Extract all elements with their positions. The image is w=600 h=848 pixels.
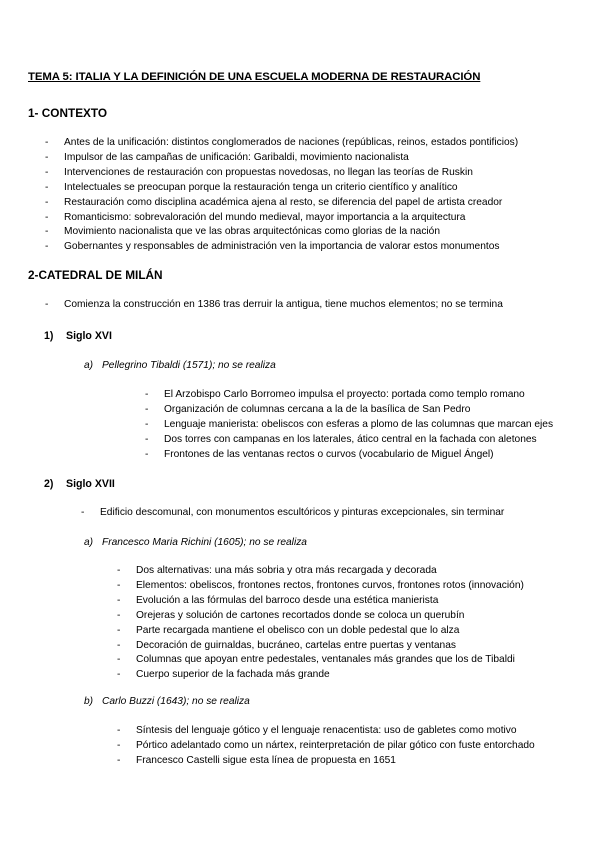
list-item: - Síntesis del lenguaje gótico y el lenguaje renacentista: uso de gabletes como motivo [136,724,535,739]
siglo-xvii-list [81,506,505,521]
heading-text: Pellegrino Tibaldi (1571); no se realiza [102,360,276,371]
contexto-list [45,136,519,255]
document-title: TEMA 5: ITALIA Y LA DEFINICIÓN DE UNA ESCUELA MODERNA DE RESTAURACIÓN [28,71,481,83]
heading-contexto: 1- CONTEXTO [28,106,108,120]
list-item: - Decoración de guirnaldas, bucráneo, cartelas entre puertas y ventanas [136,639,524,654]
heading-catedral-milan: 2-CATEDRAL DE MILÁN [28,268,163,282]
dash-marker: - [117,565,121,576]
dash-marker: - [145,389,149,400]
list-item: - Pórtico adelantado como un nártex, reinterpretación de pilar gótico con fuste entorchado [136,739,535,754]
dash-marker: - [117,609,121,621]
list-item: - Cuerpo superior de la fachada más grande [136,668,524,683]
list-item: - Movimiento nacionalista que ve las obras arquitectónicas como glorias de la nación [64,225,518,240]
list-item: - Lenguaje manierista: obeliscos con esferas a plomo de las columnas que marcan ejes [164,418,553,433]
list-item: - Gobernantes y responsables de administración ven la importancia de valorar estos monumentos [64,240,518,255]
dash-marker: - [117,754,121,766]
list-item: - Antes de la unificación: distintos conglomerados de naciones (repúblicas, reinos, estados pontificios) [64,136,518,151]
heading-number: 1) [44,330,54,342]
list-item: - Francesco Castelli sigue esta línea de propuesta en 1651 [136,754,535,769]
catedral-list [45,298,503,313]
heading-siglo-xvi [44,330,112,342]
dash-marker: - [117,594,121,606]
list-item: - El Arzobispo Carlo Borromeo impulsa el proyecto: portada como templo romano [164,388,553,403]
heading-text: Francesco Maria Richini (1605); no se realiza [102,537,307,548]
dash-marker: - [45,241,49,253]
list-item: - Columnas que apoyan entre pedestales, ventanales más grandes que los de Tibaldi [136,653,524,668]
list-item: - Comienza la construcción en 1386 tras derruir la antigua, tiene muchos elementos; no se termina [64,298,503,313]
list-item: - Orejeras y solución de cartones recortados donde se coloca un querubín [136,609,524,624]
dash-marker: - [45,137,49,148]
heading-richini [84,537,307,548]
heading-text: Siglo XVII [66,478,115,490]
tibaldi-list [145,388,554,463]
heading-text: Carlo Buzzi (1643); no se realiza [102,696,250,707]
dash-marker: - [145,403,149,415]
list-item: - Frontones de las ventanas rectos o curvos (vocabulario de Miguel Ángel) [164,448,553,463]
dash-marker: - [117,639,121,651]
heading-tibaldi [84,360,276,371]
dash-marker: - [45,166,49,178]
buzzi-list [117,724,535,769]
heading-siglo-xvii [44,478,115,490]
dash-marker: - [45,181,49,193]
dash-marker: - [117,624,121,636]
list-item: - Elementos: obeliscos, frontones rectos, frontones curvos, frontones rotos (innovación) [136,579,524,594]
dash-marker: - [117,654,121,666]
dash-marker: - [45,196,49,208]
list-item: - Edificio descomunal, con monumentos escultóricos y pinturas excepcionales, sin terminar [100,506,504,521]
dash-marker: - [145,433,149,445]
heading-buzzi [84,696,250,707]
list-item: - Dos alternativas: una más sobria y otra más recargada y decorada [136,564,524,579]
list-item: - Impulsor de las campañas de unificación: Garibaldi, movimiento nacionalista [64,151,518,166]
richini-list [117,564,524,683]
list-item: - Romanticismo: sobrevaloración del mundo medieval, mayor importancia a la arquitectura [64,211,518,226]
dash-marker: - [45,151,49,163]
list-item: - Intervenciones de restauración con propuestas novedosas, no llegan las teorías de Ruskin [64,166,518,181]
list-item: - Restauración como disciplina académica ajena al resto, se diferencia del papel de artista creador [64,196,518,211]
dash-marker: - [145,418,149,430]
dash-marker: - [45,211,49,223]
dash-marker: - [117,579,121,591]
list-item: - Organización de columnas cercana a la de la basílica de San Pedro [164,403,553,418]
list-item: - Intelectuales se preocupan porque la restauración tenga un criterio científico y analítico [64,181,518,196]
dash-marker: - [117,669,121,681]
list-item: - Parte recargada mantiene el obelisco con un doble pedestal que lo alza [136,624,524,639]
dash-marker: - [81,507,85,518]
list-item: - Dos torres con campanas en los laterales, ático central en la fachada con aletones [164,433,553,448]
dash-marker: - [45,299,49,310]
heading-text: Siglo XVI [66,330,112,342]
heading-number: 2) [44,478,54,490]
heading-letter: b) [84,696,94,707]
dash-marker: - [117,725,121,736]
heading-letter: a) [84,360,94,371]
dash-marker: - [45,226,49,238]
list-item: - Evolución a las fórmulas del barroco desde una estética manierista [136,594,524,609]
heading-letter: a) [84,537,94,548]
dash-marker: - [145,448,149,460]
dash-marker: - [117,739,121,751]
